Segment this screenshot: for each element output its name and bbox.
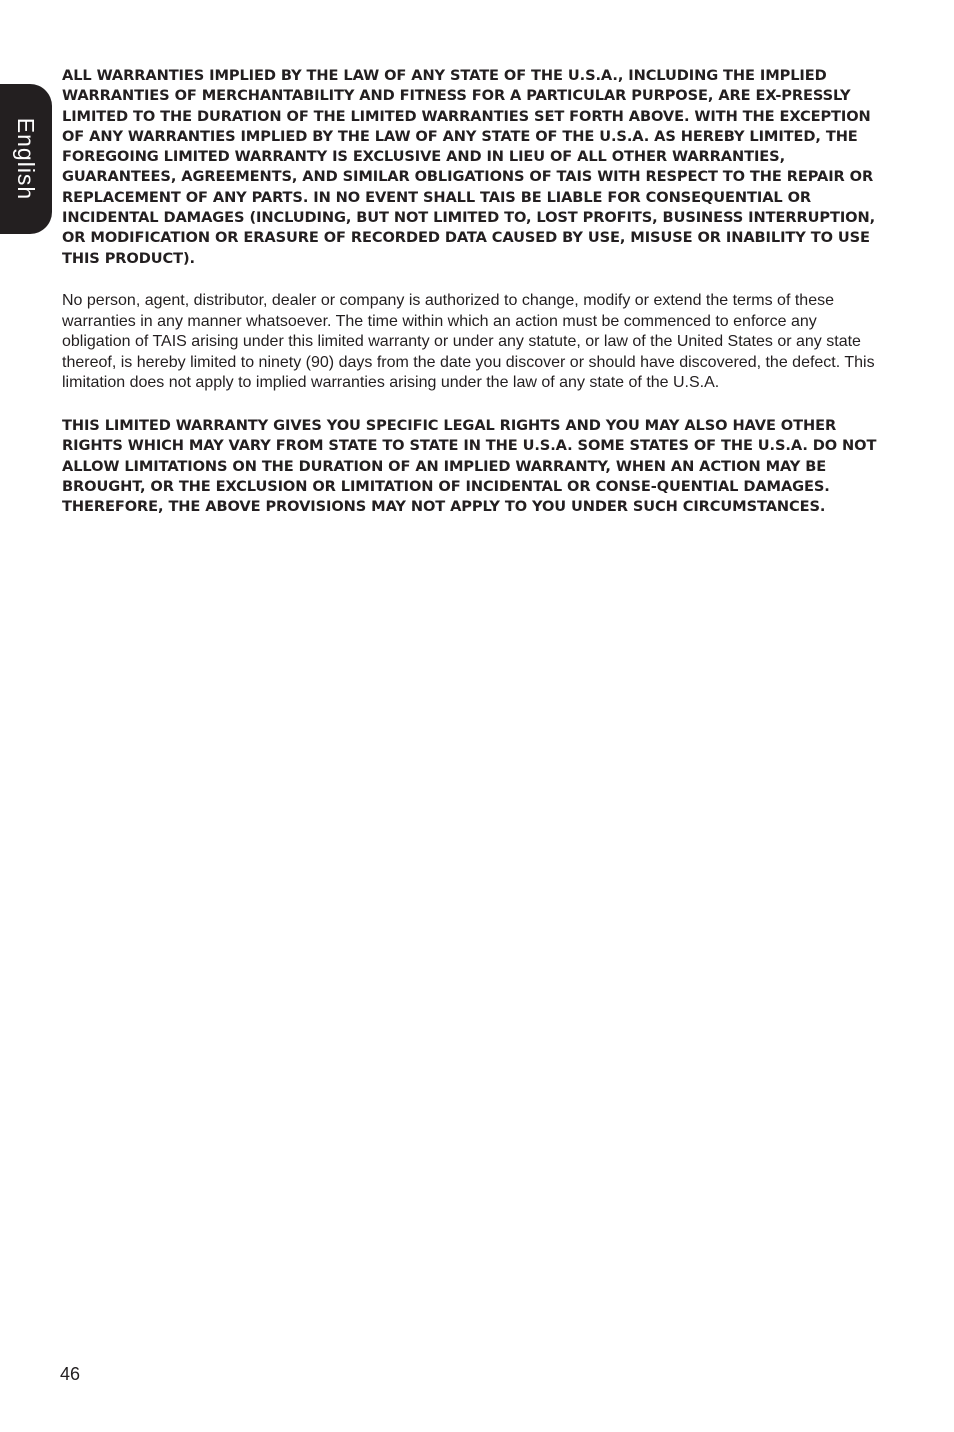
implied-warranties-disclaimer: ALL WARRANTIES IMPLIED BY THE LAW OF ANY STATE OF THE U.S.A., INCLUDING THE IMPLIED WARRANTIES OF MERCHANTABILITY AND FITNESS FOR A PARTICULAR PURPOSE, ARE EX-PRESSLY LIMITED TO THE DURATION OF THE LIMITED WARRANTIES SET FORTH ABOVE. WITH THE EXCEPTION OF ANY WARRANTIES IMPLIED BY THE LAW OF ANY STATE OF THE U.S.A. AS HEREBY LIMITED, THE FOREGOING LIMITED WARRANTY IS EXCLUSIVE AND IN LIEU OF ALL OTHER WARRANTIES, GUARANTEES, AGREEMENTS, AND SIMILAR OBLIGATIONS OF TAIS WITH RESPECT TO THE REPAIR OR REPLACEMENT OF ANY PARTS. IN NO EVENT SHALL TAIS BE LIABLE FOR CONSEQUENTIAL OR INCIDENTAL DAMAGES (INCLUDING, BUT NOT LIMITED TO, LOST PROFITS, BUSINESS INTERRUPTION, OR MODIFICATION OR ERASURE OF RECORDED DATA CAUSED BY USE, MISUSE OR INABILITY TO USE THIS PRODUCT). bbox=[62, 67, 876, 267]
page-number: 46 bbox=[60, 1364, 81, 1384]
legal-rights-paragraph: THIS LIMITED WARRANTY GIVES YOU SPECIFIC LEGAL RIGHTS AND YOU MAY ALSO HAVE OTHER RIGHTS WHICH MAY VARY FROM STATE TO STATE IN THE U.S.A. SOME STATES OF THE U.S.A. DO NOT ALLOW LIMITATIONS ON THE DURATION OF AN IMPLIED WARRANTY, WHEN AN ACTION MAY BE BROUGHT, OR THE EXCLUSION OR LIMITATION OF INCIDENTAL OR CONSE-QUENTIAL DAMAGES. THEREFORE, THE ABOVE PROVISIONS MAY NOT APPLY TO YOU UNDER SUCH CIRCUMSTANCES. bbox=[62, 416, 877, 516]
no-person-authorized-paragraph: No person, agent, distributor, dealer or company is authorized to change, modify or extend the terms of these warranties in any manner whatsoever. The time within which an action must be commenced to enforce any obligation of TAIS arising under this limited warranty or under any statute, or law of the United States or any state thereof, is hereby limited to ninety (90) days from the date you discover or should have discovered, the defect. This limitation does not apply to implied warranties arising under the law of any state of the U.S.A. bbox=[62, 291, 875, 392]
language-tab-label: English bbox=[13, 117, 39, 201]
warranty-content bbox=[62, 66, 887, 517]
